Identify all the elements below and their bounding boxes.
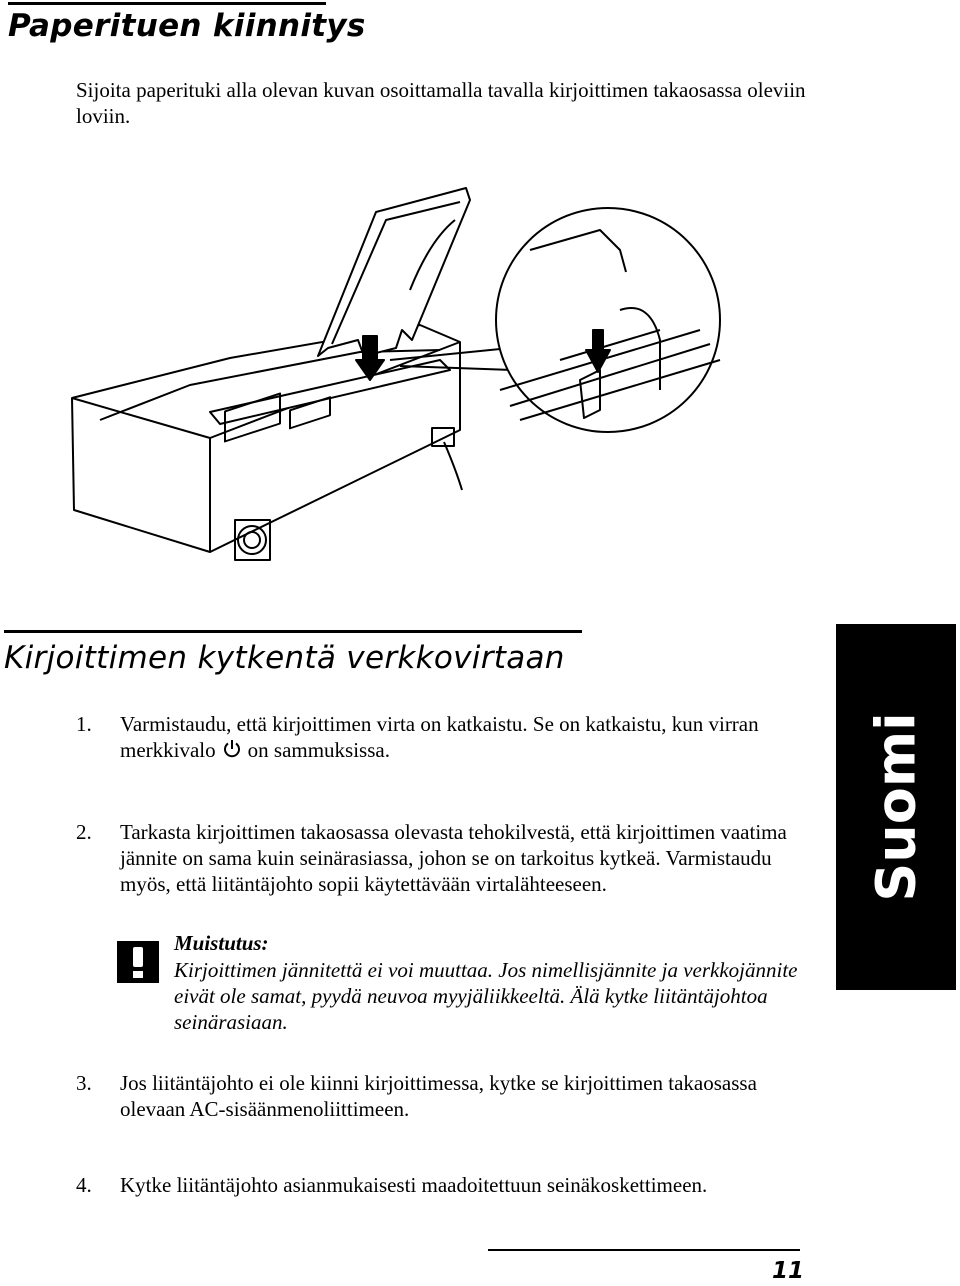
step-text: Jos liitäntäjohto ei ole kiinni kirjoittimessa, kytke se kirjoittimen takaosassa olevaan AC-sisäänmenoliittimeen. [120,1071,757,1121]
note-title: Muistutus: [174,931,269,955]
step-text: Kytke liitäntäjohto asianmukaisesti maadoitettuun seinäkoskettimeen. [120,1173,708,1197]
page-number: 11 [772,1258,805,1284]
language-tab [836,624,956,990]
step-number: 1. [76,712,92,736]
printer-illustration [60,180,726,580]
step-number: 4. [76,1173,92,1197]
list-item [76,711,816,763]
step-number: 2. [76,820,92,844]
step-text [120,711,820,765]
caution-icon [116,940,160,984]
intro-paragraph: Sijoita paperituki alla olevan kuvan osoittamalla tavalla kirjoittimen takaosassa oleviin loviin. [76,78,806,128]
step-number: 3. [76,1071,92,1095]
note-text: Kirjoittimen jännitettä ei voi muuttaa. Jos nimellisjännite ja verkkojännite eivät ole samat, pyydä neuvoa myyjäliikkeeltä. Älä kytke liitäntäjohtoa seinärasiaan. [174,958,798,1034]
heading-rule [4,630,582,633]
section-title-power-connection: Kirjoittimen kytkentä verkkovirtaan [4,640,565,676]
power-icon [222,739,242,765]
heading-rule [8,2,326,5]
step-text-part: Varmistaudu, että kirjoittimen virta on katkaistu. Se on katkaistu, kun virran merkkivalo [120,712,759,762]
list-item [76,1172,816,1224]
language-tab-label: Suomi [864,712,928,902]
list-item [76,1070,816,1122]
step-text-part: on sammuksissa. [247,738,390,762]
footer-rule [488,1249,800,1251]
step-text: Tarkasta kirjoittimen takaosassa olevasta tehokilvestä, että kirjoittimen vaatima jännite on sama kuin seinärasiassa, johon se on tarkoitus kytkeä. Varmistaudu myös, että liitäntäjohto sopii käytettävään virtalähteeseen. [120,820,787,896]
section-title-paper-support: Paperituen kiinnitys [8,8,366,44]
list-item [76,819,816,923]
